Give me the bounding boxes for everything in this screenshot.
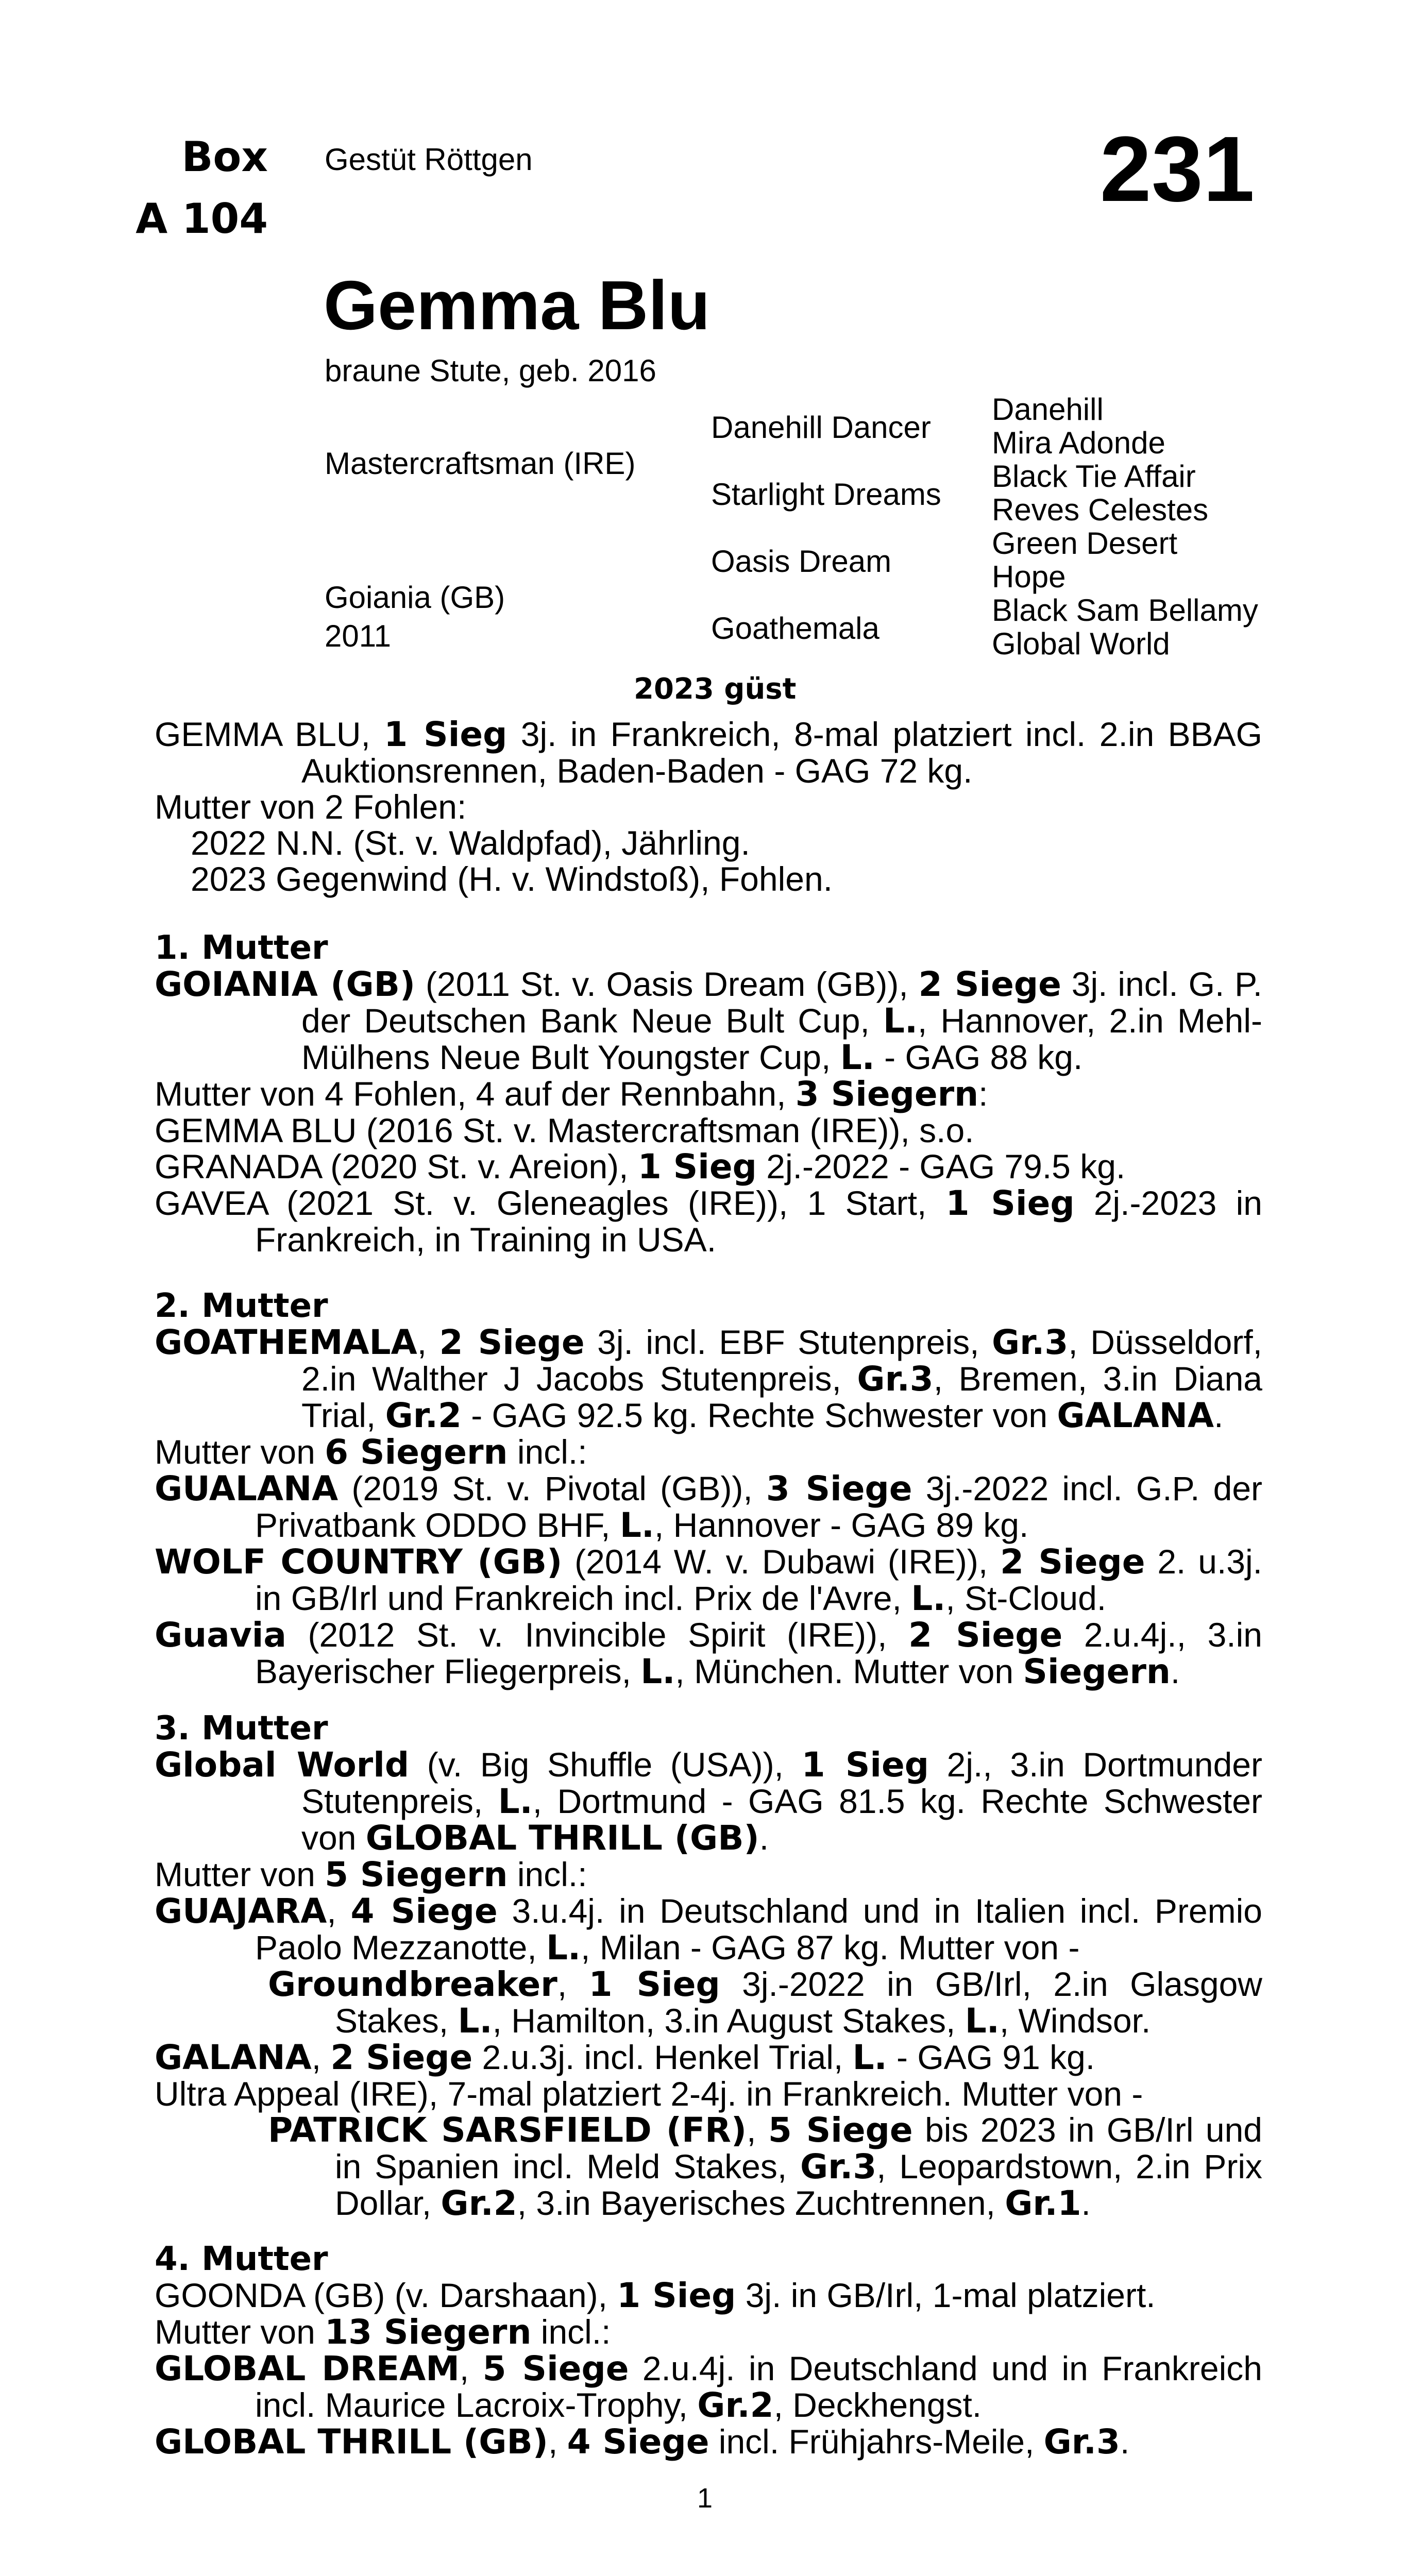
pedigree-gen2: Danehill Dancer (711, 410, 931, 445)
dam-section-4 (155, 2241, 1262, 2460)
offspring-intro: Mutter von 4 Fohlen, 4 auf der Rennbahn, 3 Siegern: (155, 1074, 988, 1114)
dam-record: Global World (v. Big Shuffle (USA)), 1 Sieg 2j., 3.in Dortmunder Stutenpreis, L., Dortmund - GAG 81.5 kg. Rechte Schwester von GLOBAL THRILL (GB). (155, 1745, 1262, 1858)
intro-section (155, 716, 1262, 897)
offspring-item: GLOBAL DREAM, 5 Siege 2.u.4j. in Deutschland und in Frankreich incl. Maurice Lacroix-Trophy, Gr.2, Deckhengst. (155, 2349, 1262, 2425)
offspring-intro: Mutter von 13 Siegern incl.: (155, 2312, 611, 2352)
pedigree-gen2: Starlight Dreams (711, 477, 941, 512)
section-heading: 4. Mutter (155, 2240, 328, 2278)
pedigree-gen3: Hope (992, 560, 1066, 594)
pedigree-gen3: Global World (992, 626, 1170, 661)
box-number: A 104 (136, 195, 268, 243)
grand-offspring-item: Groundbreaker, 1 Sieg 3j.-2022 in GB/Irl, 2.in Glasgow Stakes, L., Hamilton, 3.in August Stakes, L., Windsor. (268, 1964, 1262, 2041)
season-status: 2023 güst (634, 672, 797, 706)
pedigree-gen3: Danehill (992, 392, 1104, 427)
offspring-item: GLOBAL THRILL (GB), 4 Siege incl. Frühjahrs-Meile, Gr.3. (155, 2422, 1130, 2462)
offspring-item: 2022 N.N. (St. v. Waldpfad), Jährling. (191, 824, 750, 862)
pedigree-dam: Goiania (GB) (325, 580, 505, 615)
pedigree-gen3: Mira Adonde (992, 426, 1165, 460)
racing-record: GEMMA BLU, 1 Sieg 3j. in Frankreich, 8-mal platziert incl. 2.in BBAG Auktionsrennen, Baden-Baden - GAG 72 kg. (155, 715, 1262, 790)
offspring-item: GUALANA (2019 St. v. Pivotal (GB)), 3 Siege 3j.-2022 incl. G.P. der Privatbank ODDO BHF, L., Hannover - GAG 89 kg. (155, 1469, 1263, 1545)
box-label: Box (181, 133, 268, 181)
offspring-item: 2023 Gegenwind (H. v. Windstoß), Fohlen. (191, 860, 833, 898)
pedigree-gen2: Goathemala (711, 611, 879, 646)
horse-name: Gemma Blu (324, 266, 711, 344)
dam-section-3 (155, 1710, 1262, 2222)
pedigree-sire: Mastercraftsman (IRE) (325, 446, 636, 481)
section-heading: 2. Mutter (155, 1287, 328, 1325)
page-number: 1 (697, 2483, 713, 2514)
lot-number: 231 (1099, 117, 1255, 221)
pedigree-gen3: Black Sam Bellamy (992, 593, 1258, 628)
section-heading: 3. Mutter (155, 1709, 328, 1748)
pedigree-gen3: Green Desert (992, 526, 1178, 561)
offspring-intro: Mutter von 5 Siegern incl.: (155, 1855, 587, 1894)
horse-description: braune Stute, geb. 2016 (325, 353, 656, 388)
offspring-item: Ultra Appeal (IRE), 7-mal platziert 2-4j. in Frankreich. Mutter von - (155, 2075, 1143, 2113)
consignor: Gestüt Röttgen (325, 142, 533, 177)
offspring-item: GRANADA (2020 St. v. Areion), 1 Sieg 2j.-2022 - GAG 79.5 kg. (155, 1147, 1126, 1187)
section-heading: 1. Mutter (155, 929, 328, 967)
offspring-item: WOLF COUNTRY (GB) (2014 W. v. Dubawi (IRE)), 2 Siege 2. u.3j. in GB/Irl und Frankreich incl. Prix de l'Avre, L., St-Cloud. (155, 1542, 1262, 1618)
dam-section-2 (155, 1288, 1262, 1690)
offspring-intro: Mutter von 6 Siegern incl.: (155, 1432, 587, 1472)
pedigree-gen2: Oasis Dream (711, 544, 892, 579)
offspring-item: GEMMA BLU (2016 St. v. Mastercraftsman (IRE)), s.o. (155, 1111, 974, 1149)
offspring-item: GUAJARA, 4 Siege 3.u.4j. in Deutschland und in Italien incl. Premio Paolo Mezzanotte, L., Milan - GAG 87 kg. Mutter von - (155, 1891, 1262, 1968)
pedigree-gen3: Black Tie Affair (992, 459, 1196, 494)
offspring-item: Guavia (2012 St. v. Invincible Spirit (IRE)), 2 Siege 2.u.4j., 3.in Bayerischer Fliegerpreis, L., München. Mutter von Siegern. (155, 1615, 1263, 1691)
offspring-intro: Mutter von 2 Fohlen: (155, 788, 467, 826)
offspring-item: GALANA, 2 Siege 2.u.3j. incl. Henkel Trial, L. - GAG 91 kg. (155, 2038, 1095, 2077)
dam-record: GOONDA (GB) (v. Darshaan), 1 Sieg 3j. in GB/Irl, 1-mal platziert. (155, 2276, 1156, 2315)
dam-section-1 (155, 930, 1262, 1258)
dam-record: GOATHEMALA, 2 Siege 3j. incl. EBF Stutenpreis, Gr.3, Düsseldorf, 2.in Walther J Jacobs Stutenpreis, Gr.3, Bremen, 3.in Diana Trial, Gr.2 - GAG 92.5 kg. Rechte Schwester von GALANA. (155, 1323, 1262, 1435)
pedigree-dam-year: 2011 (325, 619, 392, 653)
offspring-item: GAVEA (2021 St. v. Gleneagles (IRE)), 1 Start, 1 Sieg 2j.-2023 in Frankreich, in Training in USA. (155, 1183, 1262, 1259)
grand-offspring-item: PATRICK SARSFIELD (FR), 5 Siege bis 2023 in GB/Irl und in Spanien incl. Meld Stakes, Gr.3, Leopardstown, 2.in Prix Dollar, Gr.2, 3.in Bayerisches Zuchtrennen, Gr.1. (268, 2110, 1262, 2223)
dam-record: GOIANIA (GB) (2011 St. v. Oasis Dream (GB)), 2 Siege 3j. incl. G. P. der Deutschen Bank Neue Bult Cup, L., Hannover, 2.in Mehl-Mülhens Neue Bult Youngster Cup, L. - GAG 88 kg. (155, 964, 1263, 1077)
pedigree-gen3: Reves Celestes (992, 493, 1209, 527)
